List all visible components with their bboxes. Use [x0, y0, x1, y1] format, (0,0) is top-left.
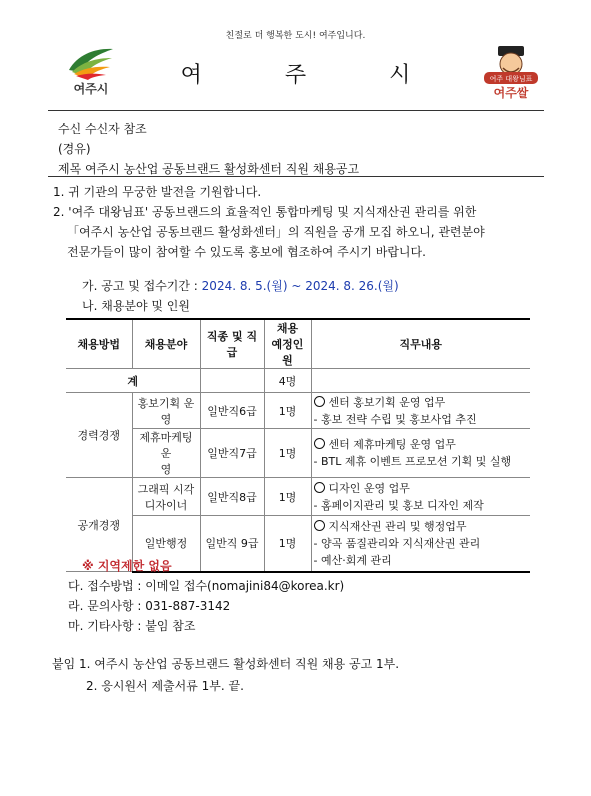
row-duties: 디자인 운영 업무 - 홈페이지관리 및 홍보 디자인 제작	[311, 478, 530, 516]
group-open: 공개경쟁	[66, 478, 132, 572]
subject-divider	[48, 176, 544, 177]
header-grade: 직종 및 직 급	[200, 319, 264, 369]
row-count: 1명	[264, 516, 311, 572]
table-header-row	[66, 319, 530, 369]
circle-bullet-icon	[314, 520, 325, 531]
inquiry-line: 라. 문의사항 : 031-887-3142	[68, 599, 231, 613]
total-grade	[200, 369, 264, 393]
group-experienced: 경력경쟁	[66, 393, 132, 478]
row-grade: 일반직 9급	[200, 516, 264, 572]
recipient-line: 수신 수신자 참조	[58, 122, 147, 136]
period-label: 가. 공고 및 접수기간 :	[82, 279, 202, 293]
total-duties	[311, 369, 530, 393]
total-label: 계	[66, 369, 200, 393]
total-count: 4명	[264, 369, 311, 393]
period-line	[82, 277, 399, 294]
header-field: 채용분야	[132, 319, 200, 369]
slogan: 친절로 더 행복한 도시! 여주입니다.	[225, 31, 366, 41]
yeoju-city-logo-text: 여주시	[73, 82, 109, 96]
circle-bullet-icon	[314, 438, 325, 449]
row-field: 제휴마케팅 운 영	[132, 429, 200, 478]
paragraph-1: 1. 귀 기관의 무궁한 발전을 기원합니다.	[53, 185, 262, 199]
row-count: 1명	[264, 393, 311, 429]
row-count: 1명	[264, 429, 311, 478]
subject-line: 제목 여주시 농산업 공동브랜드 활성화센터 직원 채용공고	[58, 162, 360, 176]
header-duties: 직무내용	[311, 319, 530, 369]
header-count: 채용 예정인원	[264, 319, 311, 369]
application-method: 다. 접수방법 : 이메일 접수(nomajini84@korea.kr)	[68, 579, 345, 593]
row-field: 일반행정	[132, 516, 200, 572]
circle-bullet-icon	[314, 482, 325, 493]
attachment-1: 붙임 1. 여주시 농산업 공동브랜드 활성화센터 직원 채용 공고 1부.	[52, 657, 400, 671]
table-row	[66, 393, 530, 429]
positions-heading: 나. 채용분야 및 인원	[82, 299, 190, 313]
row-field: 그래픽 시각 디자이너	[132, 478, 200, 516]
recruitment-table	[66, 318, 530, 573]
yeoju-rice-logo-text: 여주쌀	[493, 86, 529, 100]
attachment-2: 2. 응시원서 제출서류 1부. 끝.	[86, 679, 244, 693]
row-field: 홍보기획 운영	[132, 393, 200, 429]
row-grade: 일반직7급	[200, 429, 264, 478]
row-grade: 일반직6급	[200, 393, 264, 429]
row-duties: 센터 제휴마케팅 운영 업무 - BTL 제휴 이벤트 프로모션 기획 및 실행	[311, 429, 530, 478]
paragraph-2-line-3: 전문가들이 많이 참여할 수 있도록 홍보에 협조하여 주시기 바랍니다.	[67, 245, 426, 259]
total-row	[66, 369, 530, 393]
paragraph-2-line-1: 2. '여주 대왕님표' 공동브랜드의 효율적인 통합마케팅 및 지식재산권 관리를 위한	[53, 205, 477, 219]
row-duties: 지식재산권 관리 및 행정업무 - 양곡 품질관리와 지식재산권 관리 - 예산·회계 관리	[311, 516, 530, 572]
paragraph-2-line-2: 「여주시 농산업 공동브랜드 활성화센터」의 직원을 공개 모집 하오니, 관련분야	[67, 225, 485, 239]
header-method: 채용방법	[66, 319, 132, 369]
period-value: 2024. 8. 5.(월) ~ 2024. 8. 26.(월)	[201, 279, 399, 293]
table-row	[66, 429, 530, 478]
row-duties: 센터 홍보기획 운영 업무 - 홍보 전략 수립 및 홍보사업 추진	[311, 393, 530, 429]
rice-badge-text: 여주 대왕님표	[489, 75, 533, 83]
circle-bullet-icon	[314, 396, 325, 407]
document-title: 여 주 시	[180, 63, 449, 88]
via-line: (경유)	[58, 142, 91, 156]
region-note: ※ 지역제한 없음	[82, 559, 172, 573]
other-line: 마. 기타사항 : 붙임 참조	[68, 619, 196, 633]
row-grade: 일반직8급	[200, 478, 264, 516]
row-count: 1명	[264, 478, 311, 516]
table-row	[66, 478, 530, 516]
header-divider	[48, 110, 544, 111]
yeoju-rice-logo	[476, 44, 546, 100]
king-mascot-icon	[476, 44, 546, 86]
